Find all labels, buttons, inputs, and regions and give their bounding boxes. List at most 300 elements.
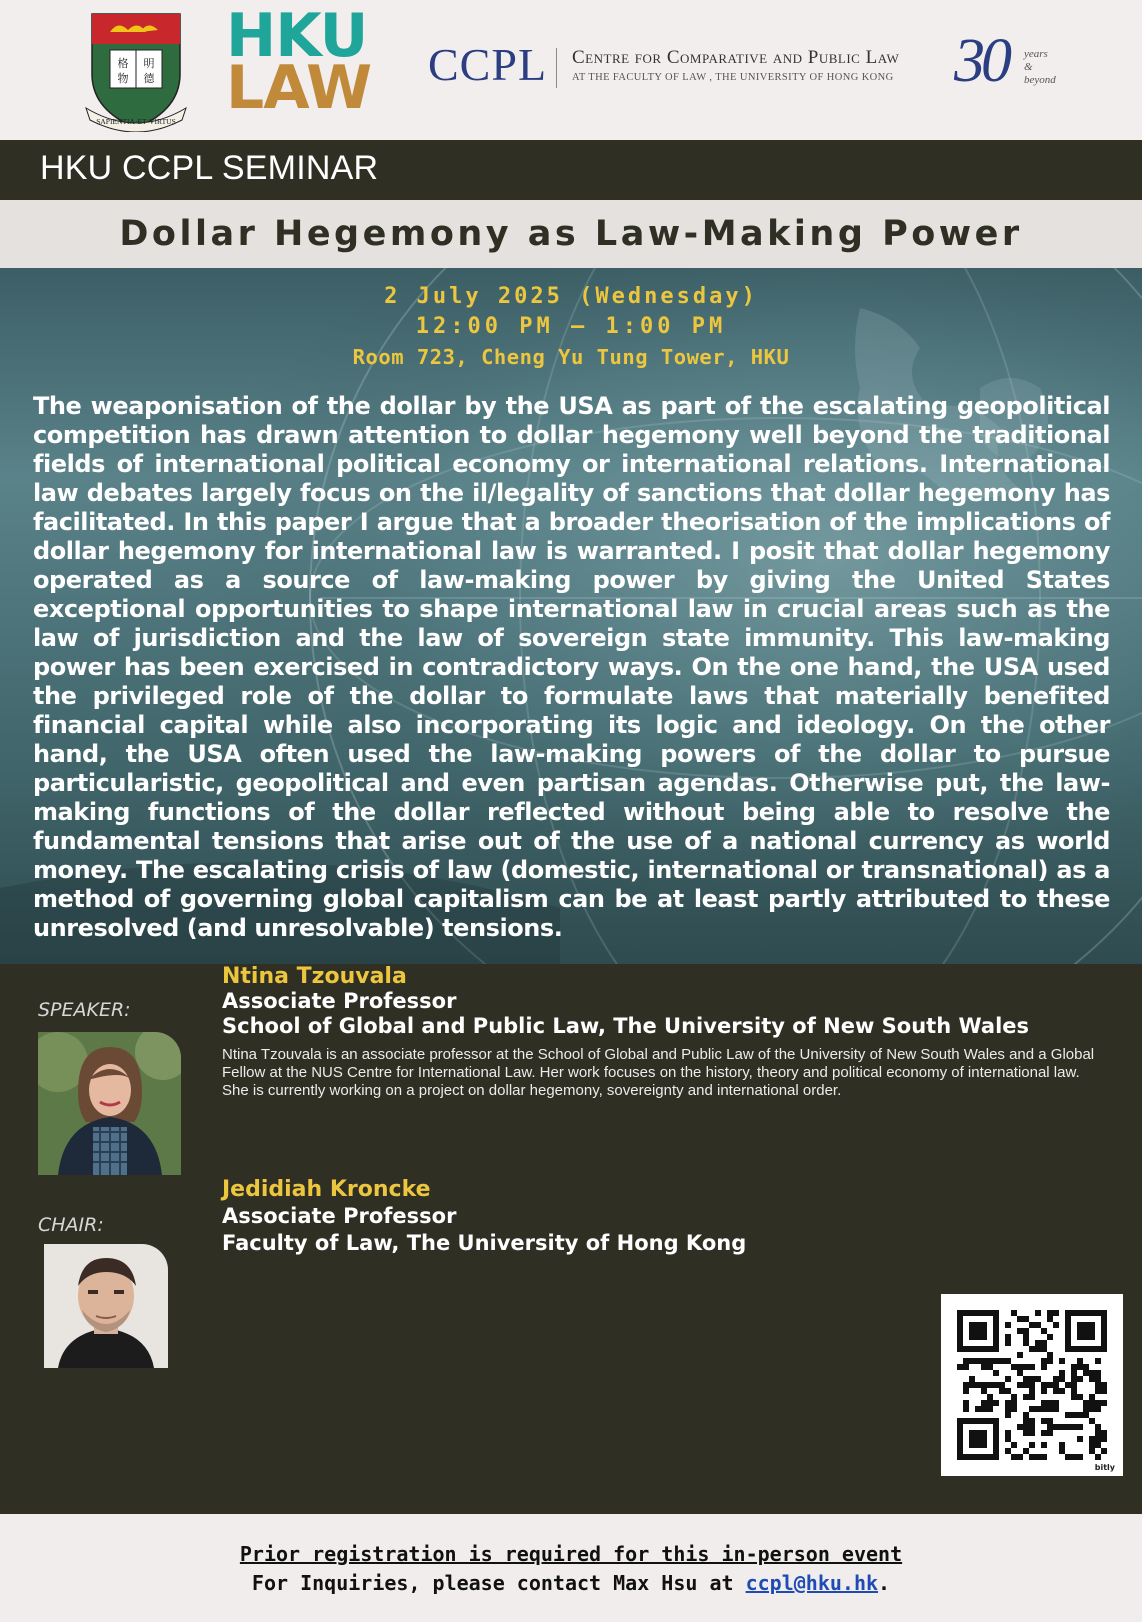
speaker-position: Associate Professor bbox=[222, 989, 457, 1013]
qr-module bbox=[1095, 1406, 1101, 1412]
qr-module bbox=[1065, 1322, 1071, 1328]
qr-module bbox=[1041, 1442, 1047, 1448]
qr-module bbox=[981, 1328, 987, 1334]
qr-module bbox=[1023, 1334, 1029, 1340]
qr-module bbox=[1059, 1448, 1065, 1454]
qr-module bbox=[993, 1370, 999, 1376]
qr-module bbox=[1023, 1364, 1029, 1370]
qr-module bbox=[1029, 1418, 1035, 1424]
qr-module bbox=[969, 1322, 975, 1328]
qr-module bbox=[1023, 1376, 1029, 1382]
qr-module bbox=[1083, 1310, 1089, 1316]
qr-module bbox=[975, 1454, 981, 1460]
qr-module bbox=[993, 1418, 999, 1424]
qr-module bbox=[1095, 1370, 1101, 1376]
qr-module bbox=[1035, 1376, 1041, 1382]
svg-text:格: 格 bbox=[117, 57, 129, 70]
qr-module bbox=[981, 1346, 987, 1352]
qr-module bbox=[981, 1358, 987, 1364]
qr-module bbox=[981, 1322, 987, 1328]
qr-module bbox=[1005, 1430, 1011, 1436]
qr-module bbox=[987, 1418, 993, 1424]
qr-module bbox=[1089, 1376, 1095, 1382]
qr-module bbox=[1017, 1364, 1023, 1370]
qr-module bbox=[1029, 1406, 1035, 1412]
qr-module bbox=[1083, 1412, 1089, 1418]
qr-module bbox=[1095, 1376, 1101, 1382]
qr-module bbox=[963, 1418, 969, 1424]
qr-module bbox=[969, 1430, 975, 1436]
qr-module bbox=[1047, 1424, 1053, 1430]
qr-module bbox=[993, 1340, 999, 1346]
speaker-name: Ntina Tzouvala bbox=[222, 964, 407, 989]
qr-module bbox=[1047, 1352, 1053, 1358]
qr-module bbox=[1011, 1406, 1017, 1412]
qr-module bbox=[999, 1358, 1005, 1364]
qr-module bbox=[963, 1346, 969, 1352]
chair-affiliation: Faculty of Law, The University of Hong Kong bbox=[222, 1231, 747, 1255]
qr-module bbox=[1065, 1382, 1071, 1388]
svg-text:明: 明 bbox=[143, 57, 155, 70]
qr-module bbox=[993, 1322, 999, 1328]
contact-email-link[interactable]: ccpl@hku.hk bbox=[745, 1571, 879, 1595]
qr-module bbox=[1089, 1436, 1095, 1442]
qr-module bbox=[975, 1406, 981, 1412]
event-time: 12:00 PM – 1:00 PM bbox=[415, 314, 727, 339]
qr-module bbox=[1089, 1310, 1095, 1316]
qr-module bbox=[1095, 1388, 1101, 1394]
qr-module bbox=[957, 1334, 963, 1340]
qr-module bbox=[1053, 1322, 1059, 1328]
qr-module bbox=[1035, 1406, 1041, 1412]
qr-module bbox=[987, 1394, 993, 1400]
qr-module bbox=[1065, 1316, 1071, 1322]
qr-module bbox=[1047, 1358, 1053, 1364]
hku-crest-logo bbox=[84, 10, 188, 132]
qr-module bbox=[1023, 1412, 1029, 1418]
qr-module bbox=[1083, 1406, 1089, 1412]
qr-code-pattern bbox=[941, 1294, 1123, 1476]
qr-module bbox=[1077, 1436, 1083, 1442]
ccpl-subtitle: AT THE FACULTY OF LAW , THE UNIVERSITY OF HONG KONG bbox=[572, 72, 894, 83]
qr-module bbox=[1071, 1364, 1077, 1370]
qr-module bbox=[1023, 1382, 1029, 1388]
qr-module bbox=[1023, 1418, 1029, 1424]
qr-module bbox=[1089, 1400, 1095, 1406]
qr-module bbox=[993, 1358, 999, 1364]
qr-module bbox=[969, 1436, 975, 1442]
qr-module bbox=[1005, 1400, 1011, 1406]
qr-module bbox=[981, 1454, 987, 1460]
qr-module bbox=[1029, 1442, 1035, 1448]
qr-module bbox=[1065, 1346, 1071, 1352]
qr-module bbox=[1041, 1358, 1047, 1364]
abstract-text: The weaponisation of the dollar by the USA as part of the escalating geopolitical competition has drawn attention to dollar hegemony well beyond the traditional fields of international political economy or international relations. International law debates largely focus on the il/legality of sanctions that dollar hegemony has facilitated. In this paper I argue that a broader theorisation of the implications of dollar hegemony for international law is warranted. I posit that dollar hegemony operated as a source of law-making power by giving the United States exceptional opportunities to shape international law in crucial areas such as the law of jurisdiction and the law of sovereign state immunity. This law-making power has been exercised in contradictory ways. On the one hand, the USA used the privileged role of the dollar to formulate laws that materially benefited financial capital while also incorporating its logic and ideology. On the other hand, the USA often used the law-making powers of the dollar to pursue particularistic, geopolitical and even partisan agendas. Otherwise put, the law-making functions of the dollar reflected without being able to resolve the fundamental tensions that arise out of the use of a national currency as world money. The escalating crisis of law (domestic, international or transnational) as a method of governing global capitalism can be at least partly attributed to these unresolved (and unresolvable) tensions. bbox=[33, 392, 1110, 942]
qr-module bbox=[1059, 1424, 1065, 1430]
qr-module bbox=[1095, 1442, 1101, 1448]
qr-module bbox=[975, 1358, 981, 1364]
chair-position: Associate Professor bbox=[222, 1204, 457, 1228]
qr-module bbox=[993, 1316, 999, 1322]
qr-module bbox=[957, 1316, 963, 1322]
qr-module bbox=[987, 1400, 993, 1406]
qr-module bbox=[1011, 1442, 1017, 1448]
qr-module bbox=[1047, 1406, 1053, 1412]
qr-module bbox=[969, 1358, 975, 1364]
chair-name: Jedidiah Kroncke bbox=[222, 1177, 431, 1202]
qr-module bbox=[1089, 1442, 1095, 1448]
thirty-years-logo bbox=[954, 27, 1056, 95]
qr-module bbox=[1101, 1316, 1107, 1322]
qr-module bbox=[1017, 1424, 1023, 1430]
qr-module bbox=[1071, 1370, 1077, 1376]
qr-module bbox=[1041, 1328, 1047, 1334]
qr-module bbox=[1089, 1394, 1095, 1400]
qr-module bbox=[1005, 1322, 1011, 1328]
qr-module bbox=[1065, 1334, 1071, 1340]
qr-module bbox=[1017, 1370, 1023, 1376]
qr-module bbox=[1029, 1454, 1035, 1460]
qr-module bbox=[1023, 1340, 1029, 1346]
qr-module bbox=[957, 1454, 963, 1460]
qr-module bbox=[1035, 1340, 1041, 1346]
qr-module bbox=[993, 1334, 999, 1340]
qr-module bbox=[981, 1382, 987, 1388]
qr-module bbox=[1065, 1424, 1071, 1430]
qr-module bbox=[1077, 1310, 1083, 1316]
qr-module bbox=[1023, 1430, 1029, 1436]
qr-module bbox=[1005, 1340, 1011, 1346]
qr-module bbox=[1065, 1454, 1071, 1460]
qr-module bbox=[1053, 1382, 1059, 1388]
speaker-label: SPEAKER: bbox=[38, 999, 131, 1021]
qr-module bbox=[969, 1346, 975, 1352]
qr-module bbox=[1029, 1382, 1035, 1388]
qr-module bbox=[1077, 1412, 1083, 1418]
qr-module bbox=[957, 1322, 963, 1328]
qr-module bbox=[957, 1364, 963, 1370]
qr-module bbox=[1029, 1376, 1035, 1382]
qr-module bbox=[1101, 1322, 1107, 1328]
anniversary-text: years & beyond bbox=[1024, 48, 1056, 86]
qr-module bbox=[993, 1346, 999, 1352]
qr-module bbox=[1089, 1346, 1095, 1352]
qr-module bbox=[1029, 1346, 1035, 1352]
people-section bbox=[0, 964, 1142, 1514]
chair-photo bbox=[44, 1244, 168, 1368]
qr-module bbox=[963, 1400, 969, 1406]
hku-law-logo bbox=[226, 1, 372, 123]
qr-module bbox=[1101, 1400, 1107, 1406]
qr-module bbox=[975, 1322, 981, 1328]
qr-module bbox=[1035, 1310, 1041, 1316]
qr-module bbox=[1089, 1334, 1095, 1340]
qr-module bbox=[1095, 1382, 1101, 1388]
qr-module bbox=[1101, 1334, 1107, 1340]
qr-module bbox=[1041, 1406, 1047, 1412]
qr-module bbox=[1023, 1448, 1029, 1454]
qr-module bbox=[1089, 1418, 1095, 1424]
qr-module bbox=[1059, 1442, 1065, 1448]
qr-module bbox=[1095, 1346, 1101, 1352]
registration-qr-code[interactable] bbox=[941, 1294, 1123, 1476]
qr-module bbox=[1017, 1352, 1023, 1358]
qr-module bbox=[969, 1454, 975, 1460]
qr-module bbox=[987, 1364, 993, 1370]
qr-module bbox=[1071, 1382, 1077, 1388]
svg-text:德: 德 bbox=[143, 72, 155, 85]
event-details bbox=[0, 282, 1142, 372]
qr-module bbox=[975, 1382, 981, 1388]
qr-module bbox=[987, 1358, 993, 1364]
qr-module bbox=[1077, 1424, 1083, 1430]
qr-module bbox=[1041, 1454, 1047, 1460]
qr-module bbox=[1005, 1376, 1011, 1382]
qr-module bbox=[1047, 1430, 1053, 1436]
svg-text:物: 物 bbox=[117, 72, 129, 85]
ccpl-divider bbox=[556, 48, 557, 88]
qr-module bbox=[1071, 1412, 1077, 1418]
hku-law-logo-line1: HKU bbox=[226, 1, 368, 71]
qr-module bbox=[993, 1382, 999, 1388]
qr-module bbox=[1083, 1346, 1089, 1352]
qr-module bbox=[1053, 1400, 1059, 1406]
qr-module bbox=[1089, 1322, 1095, 1328]
registration-notice: Prior registration is required for this in-person event bbox=[239, 1542, 903, 1566]
qr-module bbox=[1101, 1346, 1107, 1352]
qr-module bbox=[1029, 1364, 1035, 1370]
qr-module bbox=[981, 1430, 987, 1436]
qr-module bbox=[1023, 1424, 1029, 1430]
qr-module bbox=[963, 1364, 969, 1370]
qr-module bbox=[1053, 1424, 1059, 1430]
qr-module bbox=[957, 1436, 963, 1442]
ccpl-full-name: Centre for Comparative and Public Law bbox=[572, 47, 900, 68]
qr-module bbox=[1065, 1328, 1071, 1334]
qr-module bbox=[1077, 1454, 1083, 1460]
qr-module bbox=[1041, 1418, 1047, 1424]
qr-module bbox=[999, 1388, 1005, 1394]
qr-module bbox=[981, 1364, 987, 1370]
qr-module bbox=[1083, 1334, 1089, 1340]
qr-module bbox=[1041, 1346, 1047, 1352]
qr-module bbox=[1011, 1364, 1017, 1370]
qr-module bbox=[975, 1334, 981, 1340]
qr-module bbox=[963, 1454, 969, 1460]
qr-module bbox=[1089, 1328, 1095, 1334]
qr-module bbox=[1047, 1400, 1053, 1406]
qr-module bbox=[1011, 1394, 1017, 1400]
qr-module bbox=[957, 1442, 963, 1448]
qr-module bbox=[1047, 1418, 1053, 1424]
qr-module bbox=[1095, 1310, 1101, 1316]
inquiries-line bbox=[0, 1571, 1142, 1595]
qr-module bbox=[963, 1382, 969, 1388]
qr-module bbox=[1011, 1454, 1017, 1460]
qr-module bbox=[1053, 1310, 1059, 1316]
qr-module bbox=[969, 1442, 975, 1448]
qr-module bbox=[957, 1448, 963, 1454]
qr-module bbox=[1071, 1346, 1077, 1352]
qr-module bbox=[975, 1310, 981, 1316]
qr-module bbox=[1005, 1406, 1011, 1412]
qr-module bbox=[1047, 1334, 1053, 1340]
qr-module bbox=[1101, 1328, 1107, 1334]
qr-module bbox=[1089, 1448, 1095, 1454]
qr-module bbox=[1053, 1376, 1059, 1382]
qr-module bbox=[1101, 1430, 1107, 1436]
qr-module bbox=[981, 1442, 987, 1448]
seminar-label: HKU CCPL SEMINAR bbox=[40, 149, 379, 187]
qr-module bbox=[1101, 1310, 1107, 1316]
qr-module bbox=[1077, 1364, 1083, 1370]
qr-module bbox=[963, 1388, 969, 1394]
qr-module bbox=[1083, 1328, 1089, 1334]
qr-module bbox=[1005, 1388, 1011, 1394]
ccpl-logo-mark: CCPL bbox=[428, 39, 548, 90]
qr-module bbox=[1065, 1310, 1071, 1316]
qr-module bbox=[1083, 1364, 1089, 1370]
qr-module bbox=[981, 1406, 987, 1412]
qr-module bbox=[969, 1382, 975, 1388]
inquiries-text: For Inquiries, please contact Max Hsu at bbox=[251, 1571, 746, 1595]
qr-module bbox=[987, 1310, 993, 1316]
qr-module bbox=[1059, 1376, 1065, 1382]
event-date: 2 July 2025 (Wednesday) bbox=[384, 284, 758, 309]
qr-module bbox=[1077, 1334, 1083, 1340]
seminar-title: Dollar Hegemony as Law-Making Power bbox=[119, 214, 1023, 254]
seminar-banner bbox=[0, 140, 1142, 200]
qr-module bbox=[999, 1382, 1005, 1388]
qr-module bbox=[1077, 1322, 1083, 1328]
qr-module bbox=[1011, 1400, 1017, 1406]
qr-module bbox=[981, 1334, 987, 1340]
qr-module bbox=[975, 1442, 981, 1448]
qr-module bbox=[1101, 1448, 1107, 1454]
qr-module bbox=[1053, 1388, 1059, 1394]
inquiries-suffix: . bbox=[878, 1571, 891, 1595]
qr-module bbox=[1077, 1394, 1083, 1400]
qr-module bbox=[1041, 1388, 1047, 1394]
qr-module bbox=[993, 1448, 999, 1454]
qr-module bbox=[957, 1346, 963, 1352]
qr-module bbox=[963, 1310, 969, 1316]
qr-module bbox=[1083, 1322, 1089, 1328]
qr-module bbox=[969, 1310, 975, 1316]
qr-module bbox=[1059, 1358, 1065, 1364]
qr-module bbox=[1005, 1358, 1011, 1364]
qr-module bbox=[1023, 1328, 1029, 1334]
qr-brand-label: bitly bbox=[1094, 1463, 1115, 1472]
qr-module bbox=[1071, 1394, 1077, 1400]
qr-module bbox=[1017, 1328, 1023, 1334]
qr-module bbox=[1041, 1340, 1047, 1346]
qr-module bbox=[1029, 1388, 1035, 1394]
qr-module bbox=[1059, 1370, 1065, 1376]
qr-module bbox=[1053, 1406, 1059, 1412]
qr-module bbox=[1029, 1394, 1035, 1400]
event-venue: Room 723, Cheng Yu Tung Tower, HKU bbox=[352, 345, 790, 369]
qr-module bbox=[969, 1418, 975, 1424]
qr-module bbox=[969, 1328, 975, 1334]
anniversary-number: 30 bbox=[954, 27, 1008, 95]
qr-module bbox=[963, 1358, 969, 1364]
hku-law-logo-line2: LAW bbox=[226, 53, 372, 123]
qr-module bbox=[1047, 1382, 1053, 1388]
qr-module bbox=[1041, 1430, 1047, 1436]
qr-module bbox=[1077, 1346, 1083, 1352]
qr-module bbox=[975, 1328, 981, 1334]
qr-module bbox=[957, 1430, 963, 1436]
qr-module bbox=[1005, 1412, 1011, 1418]
qr-module bbox=[1095, 1454, 1101, 1460]
qr-module bbox=[1035, 1454, 1041, 1460]
qr-module bbox=[1083, 1370, 1089, 1376]
qr-module bbox=[987, 1406, 993, 1412]
qr-module bbox=[987, 1346, 993, 1352]
qr-module bbox=[993, 1328, 999, 1334]
qr-module bbox=[1047, 1316, 1053, 1322]
qr-module bbox=[1071, 1310, 1077, 1316]
qr-module bbox=[1017, 1454, 1023, 1460]
speaker-photo bbox=[38, 1032, 181, 1175]
chair-label: CHAIR: bbox=[38, 1214, 104, 1236]
qr-module bbox=[1023, 1394, 1029, 1400]
qr-module bbox=[1077, 1328, 1083, 1334]
qr-module bbox=[993, 1424, 999, 1430]
qr-module bbox=[969, 1334, 975, 1340]
qr-module bbox=[957, 1424, 963, 1430]
qr-module bbox=[1071, 1376, 1077, 1382]
qr-module bbox=[981, 1400, 987, 1406]
qr-module bbox=[1095, 1400, 1101, 1406]
qr-module bbox=[957, 1310, 963, 1316]
qr-module bbox=[993, 1430, 999, 1436]
qr-module bbox=[1041, 1400, 1047, 1406]
qr-module bbox=[1041, 1364, 1047, 1370]
footer bbox=[0, 1514, 1142, 1622]
qr-module bbox=[1011, 1310, 1017, 1316]
qr-module bbox=[1059, 1388, 1065, 1394]
qr-module bbox=[1095, 1436, 1101, 1442]
qr-module bbox=[981, 1418, 987, 1424]
qr-module bbox=[993, 1400, 999, 1406]
qr-module bbox=[957, 1418, 963, 1424]
qr-module bbox=[1029, 1424, 1035, 1430]
hero-section bbox=[0, 268, 1142, 964]
qr-module bbox=[1029, 1430, 1035, 1436]
qr-module bbox=[1077, 1376, 1083, 1382]
qr-module bbox=[963, 1406, 969, 1412]
qr-module bbox=[1017, 1382, 1023, 1388]
qr-module bbox=[957, 1328, 963, 1334]
qr-module bbox=[1101, 1436, 1107, 1442]
title-banner bbox=[0, 200, 1142, 268]
qr-module bbox=[1071, 1388, 1077, 1394]
qr-module bbox=[981, 1436, 987, 1442]
qr-module bbox=[1005, 1334, 1011, 1340]
qr-module bbox=[957, 1340, 963, 1346]
speaker-bio: Ntina Tzouvala is an associate professor at the School of Global and Public Law of the University of New South Wales and a Global Fellow at the NUS Centre for International Law. Her work focuses on the history, theory and political economy of international law. She is currently working on a project on dollar hegemony, sovereignty and international order. bbox=[222, 1046, 1095, 1099]
qr-module bbox=[1071, 1454, 1077, 1460]
qr-module bbox=[1023, 1316, 1029, 1322]
qr-module bbox=[975, 1418, 981, 1424]
qr-module bbox=[1065, 1412, 1071, 1418]
speaker-affiliation: School of Global and Public Law, The University of New South Wales bbox=[222, 1014, 1030, 1038]
qr-module bbox=[1029, 1322, 1035, 1328]
qr-module bbox=[1005, 1436, 1011, 1442]
qr-module bbox=[1101, 1388, 1107, 1394]
